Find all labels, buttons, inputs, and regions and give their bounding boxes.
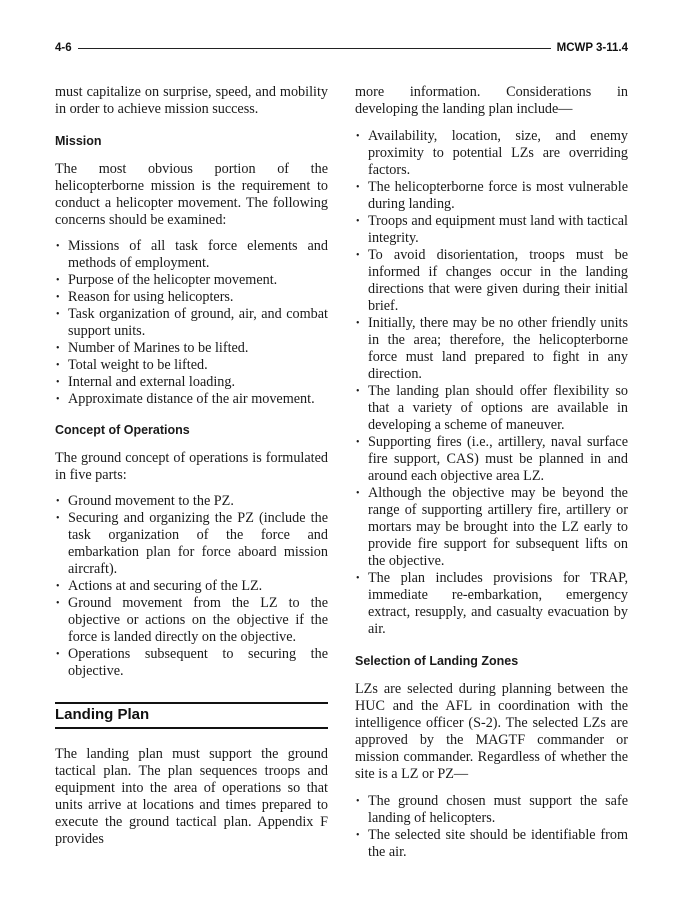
landing-plan-heading-block bbox=[55, 702, 328, 729]
bullet-icon: • bbox=[356, 182, 360, 193]
bullet-icon: • bbox=[56, 598, 60, 609]
list-item: • Number of Marines to be lifted. bbox=[56, 340, 249, 356]
selection-bullet-list bbox=[355, 793, 628, 861]
bullet-icon: • bbox=[56, 343, 60, 354]
list-item: • Ground movement to the PZ. bbox=[56, 493, 234, 509]
list-item: • Securing and organizing the PZ (include the task organization of the force and embarkation plan for force aboard mission aircraft). bbox=[56, 510, 328, 577]
bullet-icon: • bbox=[356, 830, 360, 841]
selection-heading: Selection of Landing Zones bbox=[355, 654, 519, 668]
bullet-icon: • bbox=[56, 649, 60, 660]
list-item: • Although the objective may be beyond the range of supporting artillery fire, artillery or mortars may be brought into the LZ early to provide fire support for subsequent lifts on the objective. bbox=[356, 485, 628, 569]
left-column bbox=[55, 84, 328, 848]
concept-paragraph: The ground concept of operations is formulated in five parts: bbox=[55, 450, 328, 483]
list-item: • Missions of all task force elements and methods of employment. bbox=[56, 238, 328, 271]
mission-paragraph: The most obvious portion of the helicopterborne mission is the requirement to conduct a helicopter movement. The following concerns should be examined: bbox=[55, 161, 328, 228]
mission-bullet-list bbox=[55, 238, 328, 408]
bullet-icon: • bbox=[356, 437, 360, 448]
bullet-icon: • bbox=[56, 394, 60, 405]
list-item: • Operations subsequent to securing the objective. bbox=[56, 646, 328, 679]
bullet-icon: • bbox=[356, 386, 360, 397]
bullet-icon: • bbox=[356, 216, 360, 227]
list-item: • Reason for using helicopters. bbox=[56, 289, 234, 305]
list-item: • The plan includes provisions for TRAP, immediate re-embarkation, emergency extract, resupply, and casualty evacuation by air. bbox=[356, 570, 628, 637]
bullet-icon: • bbox=[356, 573, 360, 584]
list-item: • Ground movement from the LZ to the objective or actions on the objective if the force is landed directly on the objective. bbox=[56, 595, 328, 645]
list-item: • Total weight to be lifted. bbox=[56, 357, 208, 373]
bullet-icon: • bbox=[356, 131, 360, 142]
bullet-icon: • bbox=[356, 488, 360, 499]
bullet-icon: • bbox=[56, 292, 60, 303]
list-item: • Troops and equipment must land with tactical integrity. bbox=[356, 213, 628, 246]
bullet-icon: • bbox=[56, 360, 60, 371]
list-item: • The selected site should be identifiable from the air. bbox=[356, 827, 628, 860]
bullet-icon: • bbox=[56, 309, 60, 320]
list-item: • Supporting fires (i.e., artillery, naval surface fire support, CAS) must be planned in and around each objective area LZ. bbox=[356, 434, 628, 484]
bullet-icon: • bbox=[56, 581, 60, 592]
list-item: • Initially, there may be no other friendly units in the area; therefore, the helicopterborne force must land prepared to fight in any direction. bbox=[356, 315, 628, 382]
landing-plan-paragraph: The landing plan must support the ground tactical plan. The plan sequences troops and equipment into the area of operations so that units arrive at locations and times prepared to execute the ground tactical plan. Appendix F provides bbox=[55, 746, 328, 847]
page-number: 4-6 bbox=[55, 42, 72, 54]
bullet-icon: • bbox=[56, 513, 60, 524]
bullet-icon: • bbox=[56, 241, 60, 252]
list-item: • The helicopterborne force is most vulnerable during landing. bbox=[356, 179, 628, 212]
right-column bbox=[355, 84, 628, 861]
left-intro-paragraph: must capitalize on surprise, speed, and mobility in order to achieve mission success. bbox=[55, 84, 328, 117]
considerations-bullet-list bbox=[355, 128, 628, 638]
concept-bullet-list bbox=[55, 493, 328, 680]
landing-plan-heading: Landing Plan bbox=[55, 706, 150, 723]
bullet-icon: • bbox=[56, 377, 60, 388]
list-item: • The landing plan should offer flexibility so that a variety of options are available in developing a scheme of maneuver. bbox=[356, 383, 628, 433]
list-item: • Availability, location, size, and enemy proximity to potential LZs are overriding factors. bbox=[356, 128, 628, 178]
header-rule bbox=[78, 48, 551, 49]
list-item: • The ground chosen must support the safe landing of helicopters. bbox=[356, 793, 628, 826]
publication-id: MCWP 3-11.4 bbox=[556, 42, 628, 54]
selection-paragraph: LZs are selected during planning between the HUC and the AFL in coordination with the intelligence officer (S-2). The selected LZs are approved by the MAGTF commander or mission commander. Regardless of whether the site is a LZ or PZ— bbox=[355, 681, 628, 782]
list-item: • To avoid disorientation, troops must be informed if changes occur in the landing directions that were given during their initial brief. bbox=[356, 247, 628, 314]
bullet-icon: • bbox=[356, 250, 360, 261]
list-item: • Purpose of the helicopter movement. bbox=[56, 272, 278, 288]
bullet-icon: • bbox=[356, 318, 360, 329]
right-intro-paragraph: more information. Considerations in developing the landing plan include— bbox=[355, 84, 628, 117]
bullet-icon: • bbox=[356, 796, 360, 807]
bullet-icon: • bbox=[56, 496, 60, 507]
list-item: • Approximate distance of the air movement. bbox=[56, 391, 315, 407]
mission-heading: Mission bbox=[55, 134, 102, 148]
list-item: • Task organization of ground, air, and combat support units. bbox=[56, 306, 328, 339]
bullet-icon: • bbox=[56, 275, 60, 286]
list-item: • Internal and external loading. bbox=[56, 374, 236, 390]
page-header bbox=[55, 40, 628, 56]
list-item: • Actions at and securing of the LZ. bbox=[56, 578, 263, 594]
concept-heading: Concept of Operations bbox=[55, 423, 190, 437]
